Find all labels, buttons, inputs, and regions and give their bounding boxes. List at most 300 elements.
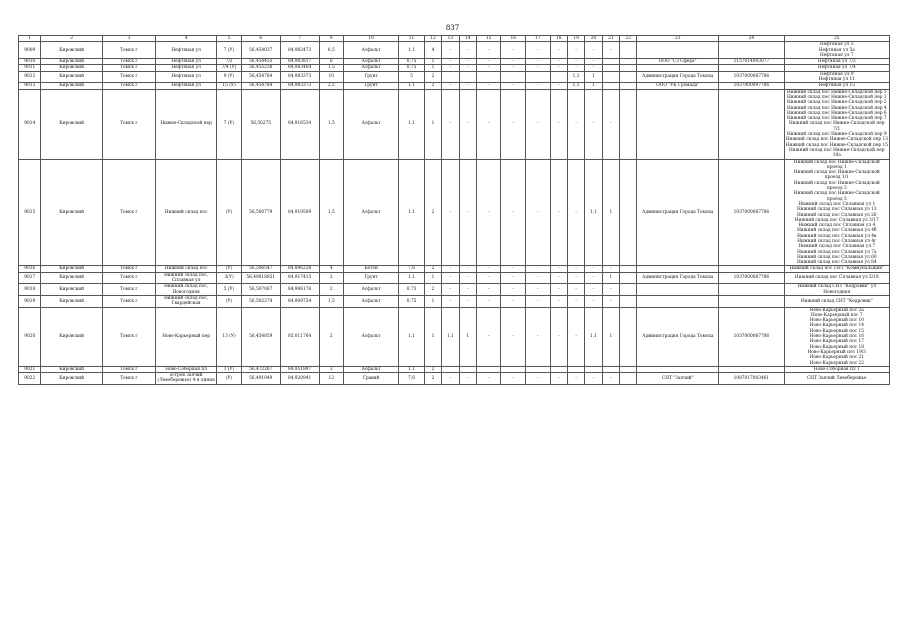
cell-c19: 1,1 [567,71,584,83]
cell-street: Нижний склад пос, Сплавная ул [155,272,216,284]
cell-house: 3(У) [217,272,242,284]
cell-c12: 1 [424,307,441,366]
cell-c13: - [442,83,459,89]
cell-addresses [784,284,889,296]
address-item: Нижний склад пос Нижне-Складской пер 10а [789,147,885,159]
cell-c13: - [442,284,459,296]
cell-c20: - [585,272,602,284]
column-number: 20 [585,36,602,42]
cell-c20: 1,1 [585,159,602,266]
cell-c20: - [585,59,602,65]
cell-city: Томск г [102,284,155,296]
cell-c18: - [550,42,567,59]
cell-lon: 84,983373 [280,83,319,89]
column-number: 22 [620,36,637,42]
cell-city: Томск г [102,59,155,65]
cell-district: Кировский [41,89,102,159]
address-item: Нефтяная ул 5 [819,42,854,48]
cell-c16: - [501,373,526,385]
cell-org [637,89,719,159]
cell-org: Администрация Города Томска [637,71,719,83]
address-item: Ново-Карьерный пос 15 [809,328,864,334]
cell-c12: 2 [424,284,441,296]
cell-addresses [784,89,889,159]
cell-c13: - [442,59,459,65]
cell-c19: - [567,65,584,71]
cell-c17: - [525,307,550,366]
cell-street: Нижний склад пос, Гвардейская [155,295,216,307]
column-number: 10 [344,36,399,42]
cell-c16: - [501,284,526,296]
cell-c14: - [459,272,476,284]
address-item: Нефтяная ул 5а [818,47,855,53]
cell-org [637,295,719,307]
cell-c15: - [476,272,501,284]
cell-lat: 56,500779 [241,159,280,266]
cell-c15: - [476,159,501,266]
cell-lat: 56,49818851 [241,272,280,284]
cell-c14: - [459,65,476,71]
cell-org: ООО "УК Громада" [637,83,719,89]
address-item: Нижний склад пос Нижне-Складской пер 5 [786,89,887,95]
table-row [19,42,890,59]
cell-c14: - [459,295,476,307]
cell-width: 2 [319,307,344,366]
cell-lon: 84,983464 [280,65,319,71]
cell-lat: 56,50275 [241,89,280,159]
cell-c13: - [442,159,459,266]
cell-c16: - [501,266,526,272]
address-item: Нижний склад пос Нижне-Складской пер 9 [786,132,887,138]
cell-id: 9018 [19,284,41,296]
address-item: Нижний склад пос Сплавная ул 3/17 [794,217,879,223]
address-item: Ново-Карьерный пос 18 [809,344,864,350]
column-number: 19 [567,36,584,42]
address-item: Ново-Карьерный пос 10 [809,318,864,324]
cell-c21: - [602,295,619,307]
cell-lat: 56,454859 [241,307,280,366]
cell-district: Кировский [41,366,102,372]
cell-org: Администрация Города Томска [637,159,719,266]
table-row [19,307,890,366]
cell-city: Томск г [102,295,155,307]
address-item: Нижний склад пос Нижне-Складской пер 15 [785,142,888,148]
cell-district: Кировский [41,59,102,65]
cell-c18: - [550,59,567,65]
cell-addresses [784,266,889,272]
cell-c17: - [525,59,550,65]
cell-city: Томск г [102,89,155,159]
cell-c15 [476,71,501,83]
cell-c13: 1,1 [442,307,459,366]
cell-lon: 84,916534 [280,89,319,159]
cell-c13: - [442,266,459,272]
cell-c22 [620,71,637,83]
cell-surface: Асфальт [344,89,399,159]
table-row [19,373,890,385]
cell-c17: - [525,42,550,59]
cell-width: 1,5 [319,89,344,159]
cell-id: 9012 [19,71,41,83]
cell-lon: 84,919509 [280,159,319,266]
cell-id: 9022 [19,373,41,385]
cell-ogrn [719,42,784,59]
address-item: Нефтяная ул 7 [819,52,854,58]
cell-id: 9021 [19,366,41,372]
cell-c14: - [459,266,476,272]
cell-addresses [784,272,889,284]
cell-district: Кировский [41,295,102,307]
cell-city: Томск г [102,366,155,372]
cell-c12: 2 [424,71,441,83]
cell-id: 9020 [19,307,41,366]
cell-c19: - [567,159,584,266]
cell-c22 [620,42,637,59]
cell-c16: - [501,42,526,59]
cell-lon: 84,917415 [280,272,319,284]
cell-c19: - [567,295,584,307]
cell-c16: - [501,159,526,266]
cell-city: Томск г [102,71,155,83]
address-item: Нижний склад пос Нижне-Складской проезд 3 [793,180,880,192]
cell-id: 9017 [19,272,41,284]
cell-c13: - [442,65,459,71]
cell-house: 7/2 [217,59,242,65]
address-item: Ново-Карьерный пос 22 [809,360,864,366]
cell-c14: 1 [459,307,476,366]
column-number: 2 [41,36,102,42]
table-row [19,295,890,307]
cell-lat: 56,454784 [241,71,280,83]
cell-c17: - [525,266,550,272]
address-item: Нижний склад пос Сплавная ул 4 [798,223,876,229]
cell-c21 [602,71,619,83]
address-item: Нижний склад пос Сплавная ул 4в [797,233,877,239]
cell-id: 9009 [19,42,41,59]
cell-c20: 1 [585,83,602,89]
cell-district: Кировский [41,284,102,296]
cell-width: 2 [319,284,344,296]
cell-c12: 2 [424,266,441,272]
cell-c18: - [550,284,567,296]
column-number: 1 [19,36,41,42]
cell-c19: - [567,373,584,385]
cell-c12: 2 [424,83,441,89]
cell-surface: Бетон [344,266,399,272]
cell-c16: - [501,272,526,284]
cell-street: остров Заячий (Левобережье) 4-я линия [157,373,215,384]
cell-org: ООО "СЗ Сфера" [637,59,719,65]
cell-ogrn: 1157014003077 [719,59,784,65]
cell-street: Ново-Карьерный пер [155,307,216,366]
cell-c19: 1,1 [567,83,584,89]
cell-c20: - [585,89,602,159]
cell-street: Нижний склад пос, Новогодняя [155,284,216,296]
cell-c12: 1 [424,59,441,65]
cell-c19: - [567,284,584,296]
cell-surface: Грунт [344,83,399,89]
cell-street: Нефтяная ул [155,42,216,59]
cell-c12: 2 [424,366,441,372]
address-item: Нефтяная ул 15 [818,83,855,89]
cell-c13: - [442,42,459,59]
cell-c14: - [459,83,476,89]
cell-width: 2 [319,272,344,284]
cell-city: Томск г [102,373,155,385]
cell-width: 3 [319,366,344,372]
cell-street: Нефтяная ул [155,83,216,89]
cell-c16: - [501,307,526,366]
cell-surface: Грунт [344,272,399,284]
column-number: 25 [784,36,889,42]
cell-house: (У) [217,373,242,385]
cell-lat: 56,454784 [241,83,280,89]
cell-lat: 56,454453 [241,59,280,65]
column-number: 16 [501,36,526,42]
cell-surface: Асфальт [344,159,399,266]
cell-surface: Асфальт [344,59,399,65]
cell-house: 5 (У) [217,284,242,296]
cell-addresses [784,373,889,385]
cell-c11: 1.1 [399,159,425,266]
cell-c20: - [585,295,602,307]
cell-surface: Асфальт [344,284,399,296]
cell-surface: Асфальт [344,366,399,372]
cell-lon: 84,909734 [280,295,319,307]
cell-lon: 84,982473 [280,42,319,59]
address-item: Нижний склад пос СНТ "Коммунальщик" [789,266,885,272]
address-item: Нижний склад пос Нижне-Складской пер 7/1 [789,121,885,132]
cell-width: 1,5 [319,295,344,307]
address-item: Нефтяная ул 7/2 [817,59,856,65]
cell-house: 7 (У) [217,42,242,59]
cell-c15: - [476,42,501,59]
address-item: Нефтяная ул 9 [819,71,854,77]
cell-c21: 1 [602,159,619,266]
column-number: 9 [319,36,344,42]
cell-id: 9016 [19,266,41,272]
cell-c18: - [550,272,567,284]
address-item: Нефтяная ул 11 [818,77,855,83]
cell-c16 [501,71,526,83]
cell-c22 [620,373,637,385]
cell-house: (У) [217,266,242,272]
column-number: 11 [399,36,425,42]
cell-c17: - [525,373,550,385]
cell-c12: 2 [424,159,441,266]
cell-c16: - [501,295,526,307]
cell-c12: 1 [424,272,441,284]
cell-c15: - [476,284,501,296]
cell-width: 4 [319,266,344,272]
cell-c15: - [476,89,501,159]
cell-house: 7/4 (У) [217,65,242,71]
cell-lon: 84,896238 [280,266,319,272]
cell-street: Нефтяная ул [155,65,216,71]
cell-c16: - [501,65,526,71]
cell-c13: - [442,373,459,385]
cell-lat: 56,507067 [241,284,280,296]
cell-district: Кировский [41,373,102,385]
cell-width: 1,5 [319,65,344,71]
cell-addresses [784,307,889,366]
column-number: 14 [459,36,476,42]
cell-c11: 0,75 [399,65,425,71]
cell-c17: - [525,295,550,307]
cell-city: Томск г [102,159,155,266]
cell-ogrn: 1087017003461 [719,373,784,385]
cell-ogrn: 1037000087706 [719,272,784,284]
address-item: Нижний склад пос Нижне-Складской пер 7 [786,116,887,122]
cell-width: 12 [319,373,344,385]
cell-addresses [784,71,889,83]
cell-city: Томск г [102,307,155,366]
address-item: Нижний склад пос Нижне-Складской пер 13 [785,137,888,143]
address-item: Ново-Карьерный пос 16 [809,334,864,340]
cell-addresses [784,295,889,307]
cell-c22 [620,272,637,284]
cell-c16: - [501,83,526,89]
cell-c15: - [476,295,501,307]
cell-street: Нижний склад пос [155,159,216,266]
column-number: 23 [637,36,719,42]
cell-ogrn: 1037000087706 [719,159,784,266]
road-registry-table [18,35,890,385]
address-item: Нижний склад пос Сплавная ул 4г [797,238,877,244]
cell-c11: 7,6 [399,266,425,272]
cell-c12: 1 [424,295,441,307]
cell-id: 9013 [19,83,41,89]
cell-c16: - [501,59,526,65]
cell-city: Томск г [102,42,155,59]
cell-c15: - [476,373,501,385]
cell-city: Томск г [102,65,155,71]
cell-lat: 56,491049 [241,373,280,385]
cell-house: 15 (У) [217,83,242,89]
address-item: Нижний склад пос Нижне-Складской пер 6 [786,110,887,116]
cell-c22 [620,159,637,266]
cell-c21: - [602,266,619,272]
address-item: Ново-Карьерный пос 7 [811,312,863,318]
address-item: Ново-Карьерный пос 14 [809,323,864,329]
cell-lat: 56,455238 [241,65,280,71]
cell-c14: - [459,373,476,385]
cell-c17: - [525,89,550,159]
column-number: 12 [424,36,441,42]
cell-id: 9015 [19,159,41,266]
cell-c13 [442,71,459,83]
cell-ogrn: 1037000087706 [719,71,784,83]
cell-lat: 56,506547 [241,266,280,272]
address-item: Нижний склад пос Сплавная ул 13 [796,207,877,213]
cell-c21: 1 [602,307,619,366]
cell-addresses [784,159,889,266]
address-item: Нижний склад СНТ "Кедровик" [800,298,873,304]
cell-c11: 0,75 [399,295,425,307]
cell-lon: 84,920941 [280,373,319,385]
cell-surface: Грунт [344,71,399,83]
address-item: Нижний склад пос Сплавная ул 84 [796,260,877,266]
address-item: Нижний склад пос Нижне-Складской проезд 1/1 [793,170,880,181]
cell-c17: - [525,83,550,89]
cell-lon: 84,906176 [280,284,319,296]
column-number: 7 [280,36,319,42]
cell-surface: Асфальт [344,42,399,59]
cell-c12: 4 [424,42,441,59]
cell-c20: 1,1 [585,307,602,366]
cell-org [637,284,719,296]
cell-width: 10 [319,71,344,83]
cell-house: (У) [217,295,242,307]
cell-c17: - [525,65,550,71]
cell-street: Нижний склад пос [155,266,216,272]
cell-width: 6,5 [319,42,344,59]
cell-c19: - [567,307,584,366]
cell-surface: Асфальт [344,65,399,71]
address-item: Нижний склад СНТ "Кедровик" ул Новогодняя [797,284,877,295]
cell-city: Томск г [102,83,155,89]
cell-c19: - [567,42,584,59]
column-number: 24 [719,36,784,42]
cell-c19: - [567,266,584,272]
cell-c22 [620,295,637,307]
cell-district: Кировский [41,272,102,284]
cell-c21: 1 [602,272,619,284]
cell-org [637,42,719,59]
cell-c11: 7,6 [399,373,425,385]
cell-c15: - [476,65,501,71]
address-item: Нижний склад пос Сплавная ул 1 [798,201,876,207]
cell-c21: - [602,373,619,385]
address-item: Нижний склад пос Сплавная ул 7а [797,249,877,255]
cell-c18: - [550,65,567,71]
cell-surface: Гравий [344,373,399,385]
cell-house: 1 (У) [217,366,242,372]
address-item: Ново-Карьерный пос 2а [809,307,864,313]
cell-district: Кировский [41,159,102,266]
cell-width: 2,5 [319,83,344,89]
cell-c19: - [567,272,584,284]
cell-id: 9014 [19,89,41,159]
column-number: 18 [550,36,567,42]
cell-c21: - [602,89,619,159]
cell-c14: - [459,284,476,296]
cell-id: 9019 [19,295,41,307]
cell-c20: 1 [585,71,602,83]
cell-c21: - [602,42,619,59]
cell-c20: - [585,284,602,296]
cell-c14 [459,71,476,83]
column-number: 13 [442,36,459,42]
cell-ogrn [719,89,784,159]
cell-c14: - [459,159,476,266]
address-item: Нефтяная ул 7/4 [817,65,856,71]
cell-c15: - [476,83,501,89]
cell-district: Кировский [41,266,102,272]
address-item: Нижний склад пос Сплавная ул 5/18 [794,275,879,281]
cell-city: Томск г [102,266,155,272]
cell-c20: - [585,42,602,59]
address-item: СНТ Заячий Левобережье [807,375,867,381]
address-item: Ново-Карьерный пос 19/3 [807,349,867,355]
cell-c20: - [585,65,602,71]
cell-c11: 1.1 [399,366,425,372]
cell-c11: 0,75 [399,59,425,65]
cell-house: 7 (У) [217,89,242,159]
cell-c18: - [550,266,567,272]
address-item: Нижний склад пос Нижне-Складской пер 2 [786,100,887,106]
cell-c11: 1.1 [399,272,425,284]
